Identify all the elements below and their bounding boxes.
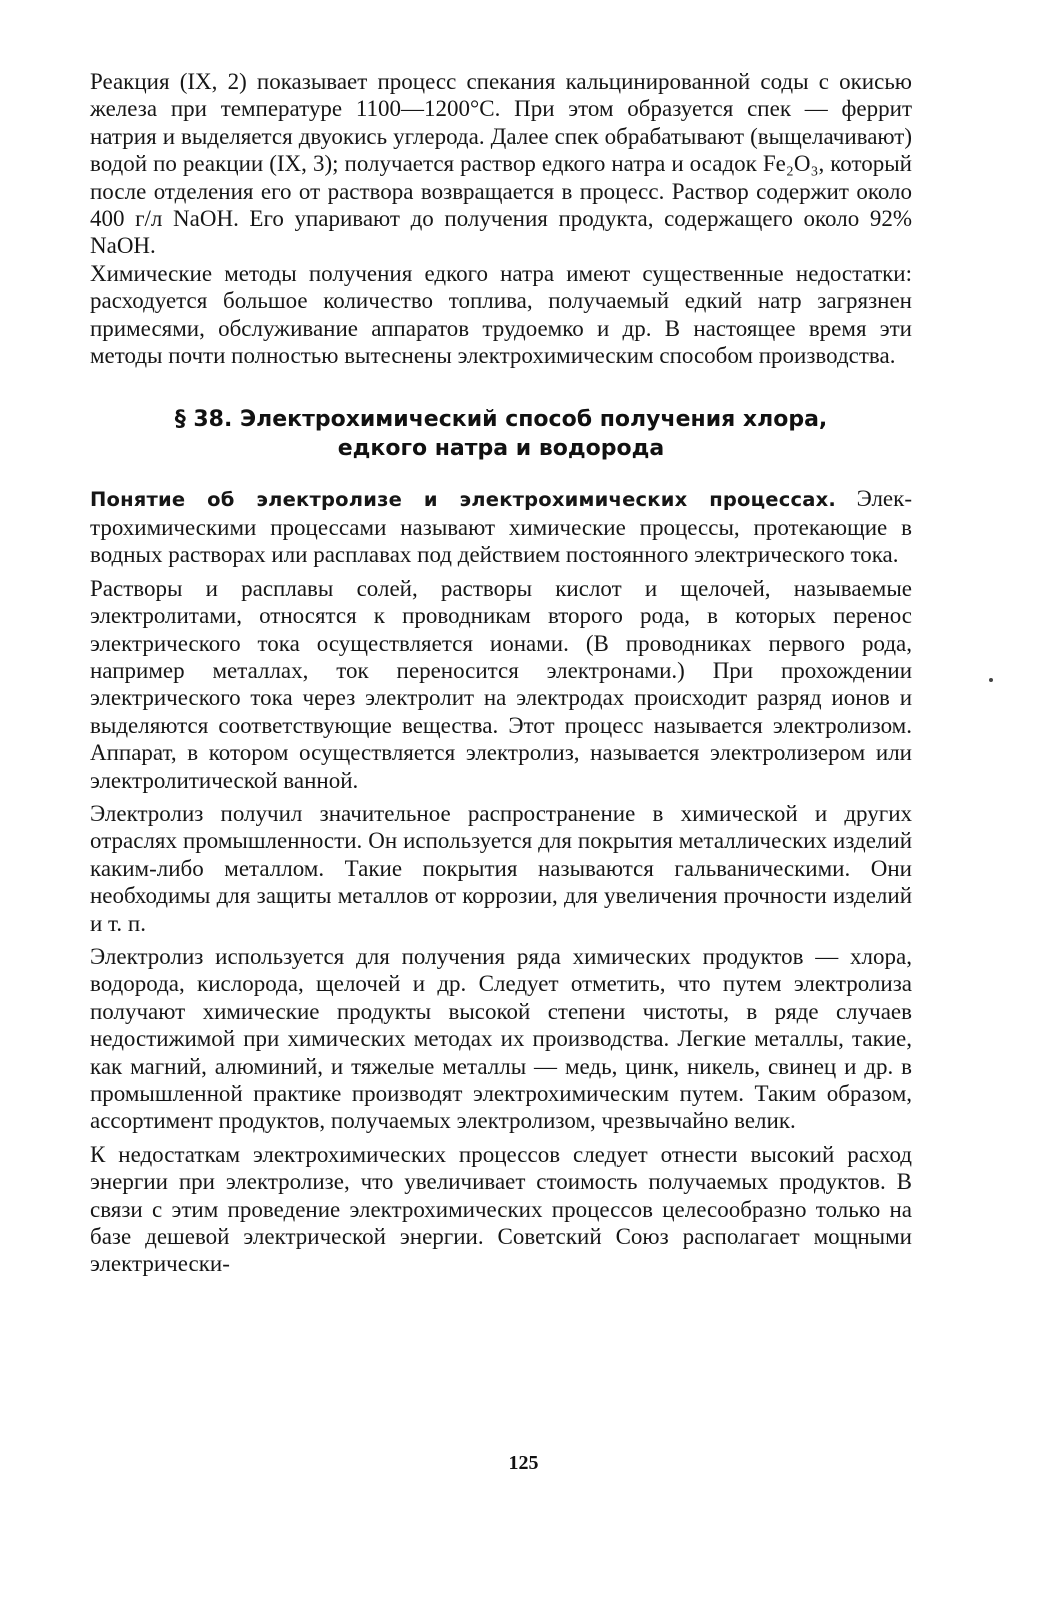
paragraph-electrolytes: Растворы и расплавы солей, растворы кислот и щелочей, называемые электролитами, относятся к проводникам второго рода, в которых перенос электрического тока осуществляется ионами. (В проводниках первого рода, например металлах, ток переносится электронами.) При прохождении электрического тока через электролит на электродах происходит разряд ионов и выделяются соответствующие вещества. Этот процесс называется электролизом. Аппарат, в котором осуществляется электролиз, называется электролизером или электролитической ванной. <box>90 575 912 793</box>
scan-speck <box>989 678 993 682</box>
paragraph-electrolysis-products: Электролиз используется для получения ряда химических продуктов — хлора, водорода, кислорода, щелочей и др. Следует отметить, что путем электролиза получают химические продукты высокой степени чистоты, в ряде случаев недостижимой при химических методах их производства. Легкие металлы, такие, как магний, алюминий, и тяжелые металлы — медь, цинк, никель, свинец и др. в промышленной практике производят электрохимическим путем. Таким образом, ассортимент продуктов, получаемых электролизом, чрезвычайно велик. <box>90 943 912 1134</box>
paragraph-reaction: Реакция (IX, 2) показывает процесс спекания кальцинированной соды с окисью железа при температуре 1100—1200°C. При этом образуется спек — феррит натрия и выделяется двуокись углерода. Далее спек обрабатывают (выщелачивают) водой по реакции (IX, 3); получается раствор едкого натра и осадок Fe₂O₃, который после отделения его от раствора возвращается в процесс. Раствор содержит около 400 г/л NaOH. Его упаривают до получения продукта, содержащего около 92% NaOH. <box>90 69 912 259</box>
paragraph-electrolysis-drawbacks: К недостаткам электрохимических процессов следует отнести высокий расход энергии при электролизе, что увеличивает стоимость получаемых продуктов. В связи с этим проведение электрохимических процессов целесообразно только на базе дешевой электрической энергии. Советский Союз располагает мощными электрически- <box>90 1141 912 1277</box>
section-heading-line-2: едкого натра и водорода <box>337 436 665 462</box>
paragraph-electrolysis-spread: Электролиз получил значительное распространение в химической и других отраслях промышленности. Он используется для покрытия металлических изделий каким-либо металлом. Такие покрытия называются гальваническими. Они необходимы для защиты металлов от коррозии, для увеличения прочности изделий и т. п. <box>90 800 912 936</box>
page-body <box>90 68 912 1278</box>
page-number: 125 <box>508 1452 539 1474</box>
runin-text: Электрохимическими процессами называют химические процессы, протекающие в водных растворах или расплавах под действием постоянного электрического тока. <box>90 486 912 568</box>
runin-title: Понятие об электролизе и электрохимических процессах. <box>90 488 836 512</box>
section-heading <box>90 405 912 463</box>
section-heading-line-1: § 38. Электрохимический способ получения хлора, <box>174 407 828 433</box>
paragraph-chemical-methods: Химические методы получения едкого натра имеют существенные недостатки: расходуется большое количество топлива, получаемый едкий натр загрязнен примесями, обслуживание аппаратов трудоемко и др. В настоящее время эти методы почти полностью вытеснены электрохимическим способом производства. <box>90 260 912 369</box>
paragraph-electrolysis-concept <box>90 485 912 568</box>
